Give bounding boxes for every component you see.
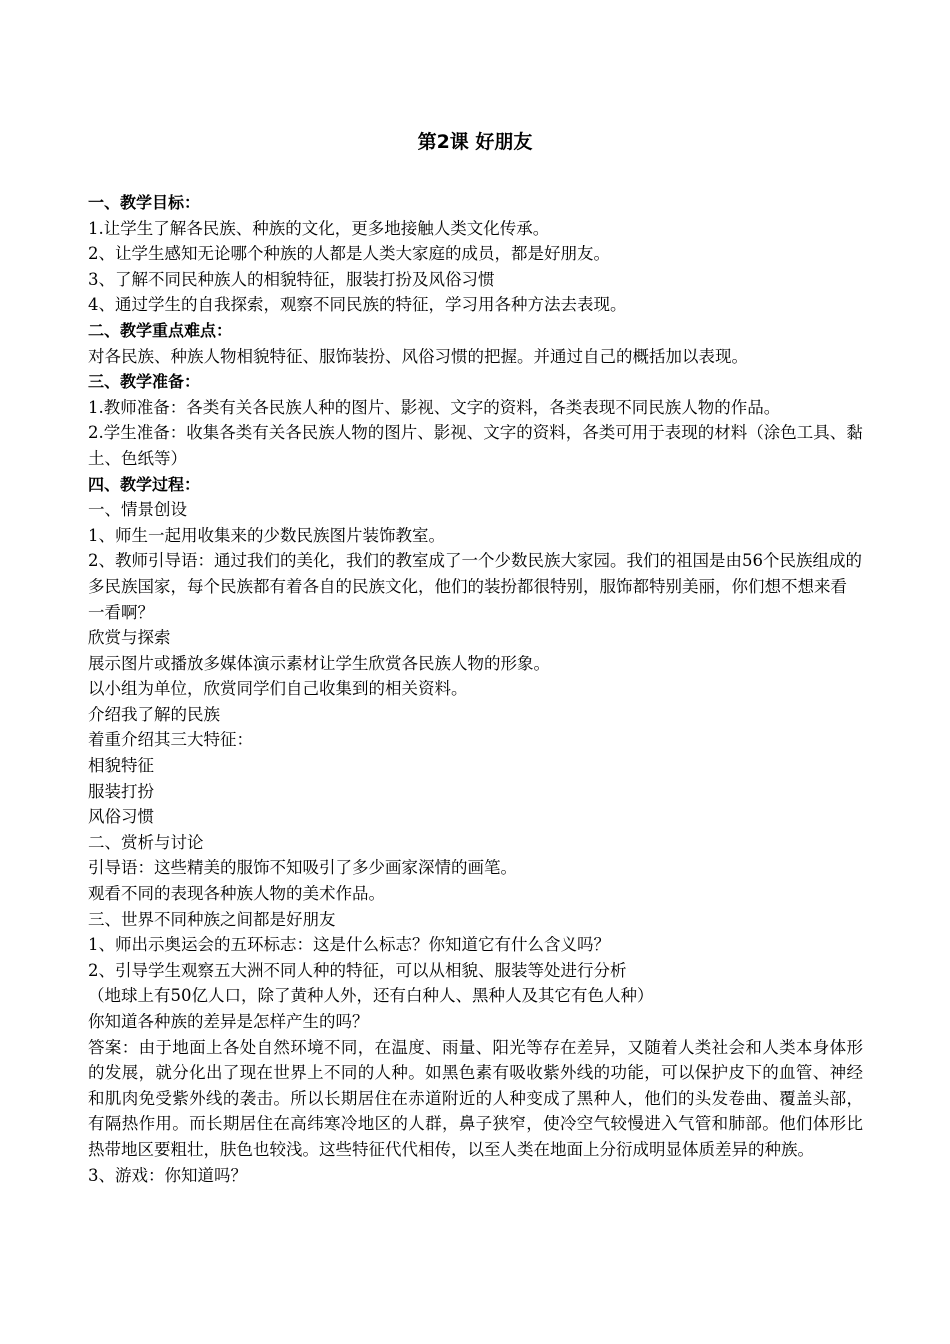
page-title: 第2课 好朋友 (417, 131, 533, 153)
paragraph-line: 相貌特征 (88, 756, 154, 776)
document-body (88, 190, 863, 1188)
paragraph-line: 三、世界不同种族之间都是好朋友 (88, 909, 336, 929)
paragraph-line: 以小组为单位，欣赏同学们自己收集到的相关资料。 (88, 679, 468, 699)
paragraph-line: 对各民族、种族人物相貌特征、服饰装扮、风俗习惯的把握。并通过自己的概括加以表现。 (88, 346, 748, 366)
paragraph-line: 3、了解不同民种族人的相貌特征，服装打扮及风俗习惯 (88, 269, 495, 289)
paragraph-line: 风俗习惯 (88, 807, 154, 827)
paragraph-line: 1、师生一起用收集来的少数民族图片装饰教室。 (88, 525, 445, 545)
paragraph-line: 2、教师引导语：通过我们的美化，我们的教室成了一个少数民族大家园。我们的祖国是由56个民族组成的多民族国家，每个民族都有着各自的民族文化，他们的装扮都很特别，服饰都特别美丽，你们想不想来看一看啊？ (88, 551, 862, 622)
paragraph-line: 1、师出示奥运会的五环标志：这是什么标志？你知道它有什么含义吗？ (88, 935, 610, 955)
paragraph-line: 1.教师准备：各类有关各民族人种的图片、影视、文字的资料，各类表现不同民族人物的作品。 (88, 397, 781, 417)
paragraph-line: 2、引导学生观察五大洲不同人种的特征，可以从相貌、服装等处进行分析 (88, 960, 627, 980)
paragraph-line: 4、通过学生的自我探索，观察不同民族的特征，学习用各种方法去表现。 (88, 295, 627, 315)
section-heading: 四、教学过程： (88, 474, 201, 494)
paragraph-line: 欣赏与探索 (88, 628, 171, 648)
paragraph-line: 一、情景创设 (88, 500, 187, 520)
paragraph-line: 1.让学生了解各民族、种族的文化，更多地接触人类文化传承。 (88, 218, 550, 238)
paragraph-line: （地球上有50亿人口，除了黄种人外，还有白种人、黑种人及其它有色人种） (88, 986, 654, 1006)
paragraph-line: 3、游戏：你知道吗？ (88, 1165, 247, 1185)
section-heading: 三、教学准备： (88, 372, 201, 392)
paragraph-line: 引导语：这些精美的服饰不知吸引了多少画家深情的画笔。 (88, 858, 517, 878)
paragraph-line: 观看不同的表现各种族人物的美术作品。 (88, 884, 385, 904)
paragraph-line: 答案：由于地面上各处自然环境不同，在温度、雨量、阳光等存在差异，又随着人类社会和人类本身体形的发展，就分化出了现在世界上不同的人种。如黑色素有吸收紫外线的功能，可以保护皮下的血管、神经和肌肉免受紫外线的袭击。所以长期居住在赤道附近的人种变成了黑种人，他们的头发卷曲、覆盖头部，有隔热作用。而长期居住在高纬寒冷地区的人群，鼻子狭窄，使冷空气较慢进入气管和肺部。他们体形比热带地区要粗壮，肤色也较浅。这些特征代代相传，以至人类在地面上分衍成明显体质差异的种族。 (88, 1037, 863, 1159)
paragraph-line: 着重介绍其三大特征： (88, 730, 253, 750)
paragraph-line: 服装打扮 (88, 781, 154, 801)
section-heading: 二、教学重点难点： (88, 320, 233, 340)
section-heading: 一、教学目标： (88, 193, 201, 212)
paragraph-line: 展示图片或播放多媒体演示素材让学生欣赏各民族人物的形象。 (88, 653, 550, 673)
paragraph-line: 2、让学生感知无论哪个种族的人都是人类大家庭的成员，都是好朋友。 (88, 244, 610, 264)
paragraph-line: 介绍我了解的民族 (88, 704, 220, 724)
paragraph-line: 你知道各种族的差异是怎样产生的吗？ (88, 1012, 369, 1031)
paragraph-line: 2.学生准备：收集各类有关各民族人物的图片、影视、文字的资料，各类可用于表现的材料（涂色工具、黏土、色纸等） (88, 423, 863, 468)
paragraph-line: 二、赏析与讨论 (88, 832, 204, 852)
